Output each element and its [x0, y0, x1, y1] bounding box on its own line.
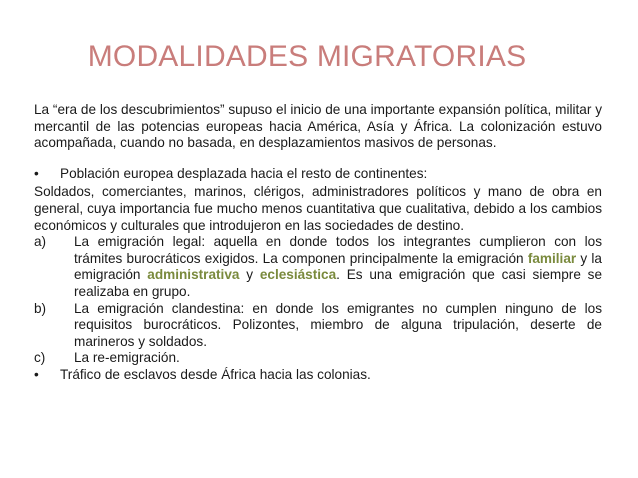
list-item-a [34, 234, 602, 300]
slide-title: MODALIDADES MIGRATORIAS [87, 40, 527, 73]
list-item-label: c) [34, 350, 46, 366]
bullet-european-population [34, 166, 602, 183]
highlight-administrativa: administrativa [147, 267, 240, 283]
text-segment: y [239, 267, 260, 283]
list-item-text: La emigración clandestina: en donde los emigrantes no cumplen ninguno de los requisitos burocráticos. Polizontes, miembro de alguna tripulación, deserte de marineros y soldados. [74, 300, 602, 349]
bullet-dot-icon: • [34, 366, 39, 382]
list-item-text: La re-emigración. [74, 350, 180, 366]
text-segment: . Es una emigración que casi siempre se realizaba en grupo. [74, 267, 603, 299]
list-item-b [34, 301, 602, 351]
list-item-c [34, 350, 602, 367]
text-segment: La emigración legal: aquella en donde todos los integrantes cumplieron con los trámites burocráticos exigidos. La componen principalmente la emigración [74, 234, 602, 266]
bullet-dot-icon: • [34, 165, 39, 181]
slide-body [34, 102, 602, 386]
list-item-text [74, 234, 602, 300]
list-item-label: b) [34, 300, 47, 316]
bullet-description: Soldados, comerciantes, marinos, clérigos, administradores políticos y mano de obra en general, cuya importancia fue mucho menos cuantitativa que cualitativa, debido a los cambios económicos y culturales que introdujeron en las sociedades de destino. [34, 184, 602, 233]
bullet-slave-trade [34, 367, 602, 384]
highlight-familiar: familiar [527, 250, 577, 266]
bullet-text: Población europea desplazada hacia el resto de continentes: [60, 165, 428, 181]
highlight-eclesiastica: eclesiástica [259, 267, 337, 283]
intro-paragraph: La “era de los descubrimientos” supuso el inicio de una importante expansión política, militar y mercantil de las potencias europeas hacia América, Asía y África. La colonización estuvo acompañada, cuando no basada, en desplazamientos masivos de personas. [34, 102, 602, 151]
list-item-label: a) [34, 234, 47, 250]
text-segment: y la emigración [74, 250, 602, 283]
bullet-text: Tráfico de esclavos desde África hacia las colonias. [60, 366, 371, 382]
